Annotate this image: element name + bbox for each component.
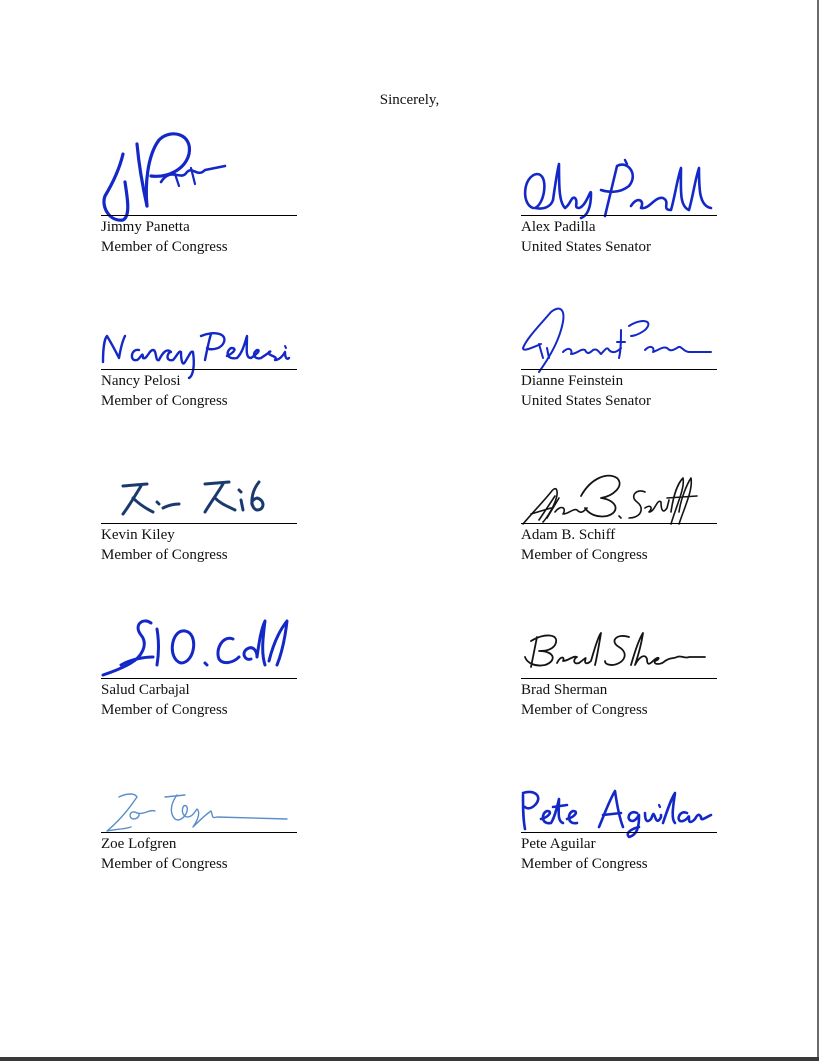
- signature-block-panetta: [101, 120, 297, 260]
- signatory-name: Jimmy Panetta: [101, 219, 190, 235]
- signatory-title: United States Senator: [521, 393, 651, 409]
- handwritten-signature-schiff: [521, 468, 721, 530]
- signatory-name: Nancy Pelosi: [101, 373, 181, 389]
- page-edge-bottom: [0, 1057, 819, 1061]
- signature-line: [521, 832, 717, 833]
- signature-block-pelosi: [101, 274, 297, 414]
- closing-salutation: Sincerely,: [379, 92, 440, 108]
- signatory-name: Kevin Kiley: [101, 527, 175, 543]
- signature-block-padilla: [521, 120, 717, 260]
- signatory-name: Brad Sherman: [521, 682, 608, 698]
- signatory-name: Alex Padilla: [521, 219, 596, 235]
- signature-block-lofgren: [101, 737, 297, 877]
- signature-block-aguilar: [521, 737, 717, 877]
- signatory-title: Member of Congress: [521, 702, 648, 718]
- signature-block-carbajal: [101, 583, 297, 723]
- signature-line: [521, 678, 717, 679]
- handwritten-signature-carbajal: [101, 613, 301, 681]
- signatory-title: Member of Congress: [101, 547, 228, 563]
- signatory-name: Salud Carbajal: [101, 682, 190, 698]
- signature-line: [101, 523, 297, 524]
- signature-line: [521, 215, 717, 216]
- signatory-title: Member of Congress: [101, 856, 228, 872]
- signature-block-sherman: [521, 583, 717, 723]
- signatory-name: Dianne Feinstein: [521, 373, 624, 389]
- signatory-title: Member of Congress: [521, 547, 648, 563]
- signature-line: [521, 369, 717, 370]
- handwritten-signature-padilla: [521, 156, 721, 222]
- signature-line: [101, 832, 297, 833]
- signatory-title: Member of Congress: [521, 856, 648, 872]
- signature-line: [101, 678, 297, 679]
- signature-block-kiley: [101, 428, 297, 568]
- signatory-name: Zoe Lofgren: [101, 836, 177, 852]
- signatory-title: Member of Congress: [101, 702, 228, 718]
- signature-block-schiff: [521, 428, 717, 568]
- handwritten-signature-sherman: [521, 627, 721, 677]
- signatory-name: Pete Aguilar: [521, 836, 596, 852]
- signature-block-feinstein: [521, 274, 717, 414]
- signature-line: [101, 215, 297, 216]
- signature-line: [101, 369, 297, 370]
- signatory-title: Member of Congress: [101, 393, 228, 409]
- signature-line: [521, 523, 717, 524]
- handwritten-signature-kiley: [101, 472, 301, 528]
- signatory-title: United States Senator: [521, 239, 651, 255]
- signatory-name: Adam B. Schiff: [521, 527, 616, 543]
- signatory-title: Member of Congress: [101, 239, 228, 255]
